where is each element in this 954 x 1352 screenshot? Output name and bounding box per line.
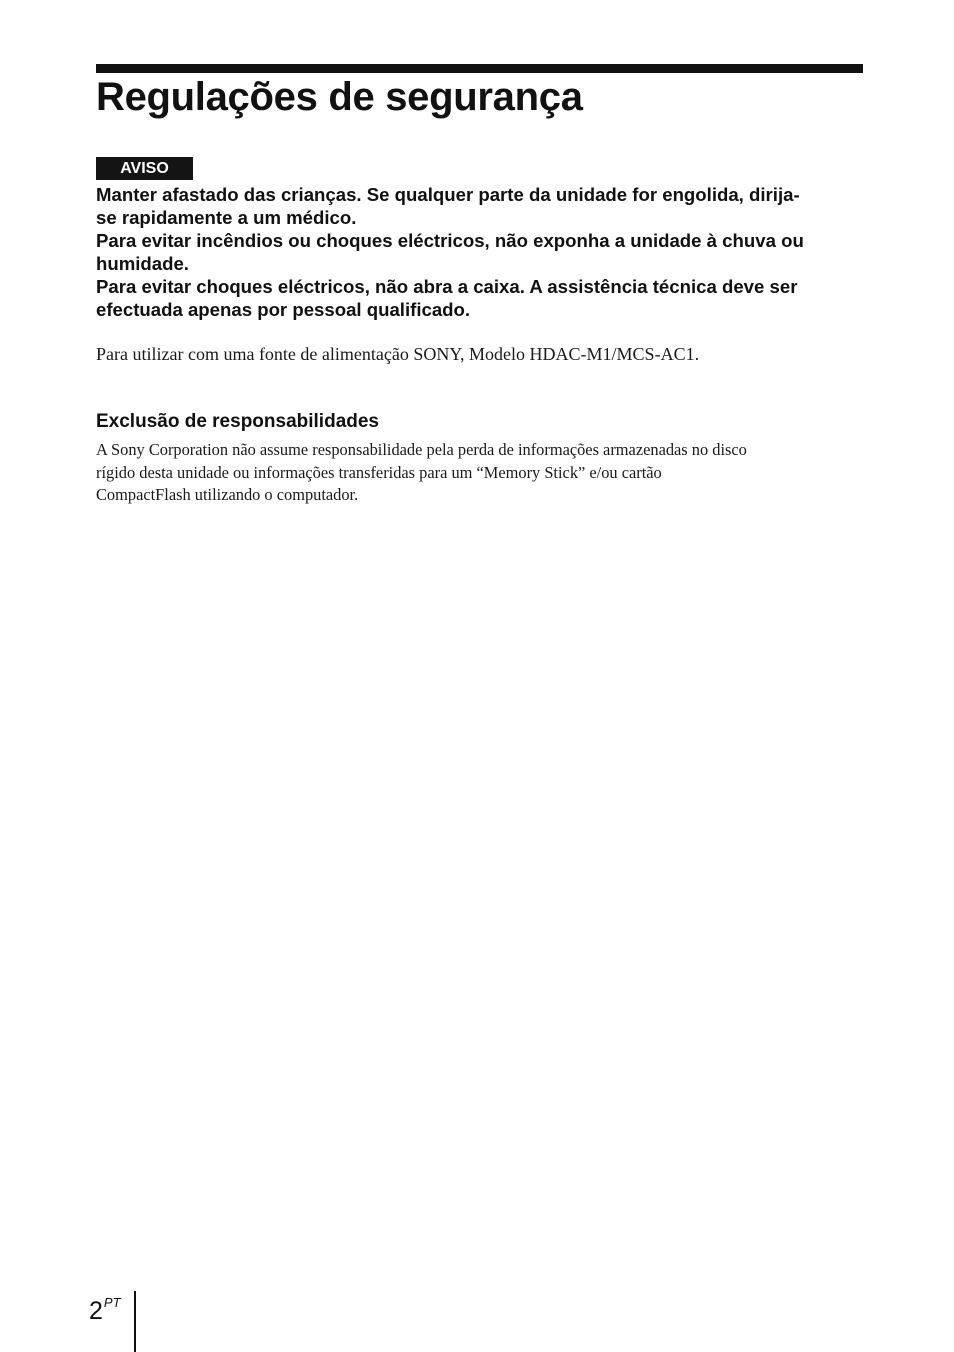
warning-text — [96, 183, 866, 321]
page-title: Regulações de segurança — [96, 75, 583, 119]
warning-line: Para evitar choques eléctricos, não abra a caixa. A assistência técnica deve ser — [96, 276, 798, 297]
warning-badge: AVISO — [96, 157, 193, 180]
power-supply-note: Para utilizar com uma fonte de alimentação SONY, Modelo HDAC-M1/MCS-AC1. — [96, 344, 700, 364]
warning-line: efectuada apenas por pessoal qualificado. — [96, 299, 471, 320]
warning-line: humidade. — [96, 253, 189, 274]
disclaimer-line: CompactFlash utilizando o computador. — [96, 485, 359, 504]
warning-line: se rapidamente a um médico. — [96, 207, 357, 228]
warning-line: Para evitar incêndios ou choques eléctricos, não exponha a unidade à chuva ou — [96, 230, 804, 251]
margin-rule — [134, 1291, 136, 1352]
warning-line: Manter afastado das crianças. Se qualquer parte da unidade for engolida, dirija- — [96, 184, 800, 205]
disclaimer-heading: Exclusão de responsabilidades — [96, 411, 379, 432]
language-code: PT — [103, 1295, 121, 1310]
page-number — [89, 1287, 121, 1327]
disclaimer-line: A Sony Corporation não assume responsabilidade pela perda de informações armazenadas no disco — [96, 440, 747, 459]
disclaimer-line: rígido desta unidade ou informações transferidas para um “Memory Stick” e/ou cartão — [96, 462, 662, 482]
title-rule — [96, 64, 863, 73]
page-number-value: 2 — [89, 1297, 103, 1325]
disclaimer-text — [96, 439, 864, 507]
